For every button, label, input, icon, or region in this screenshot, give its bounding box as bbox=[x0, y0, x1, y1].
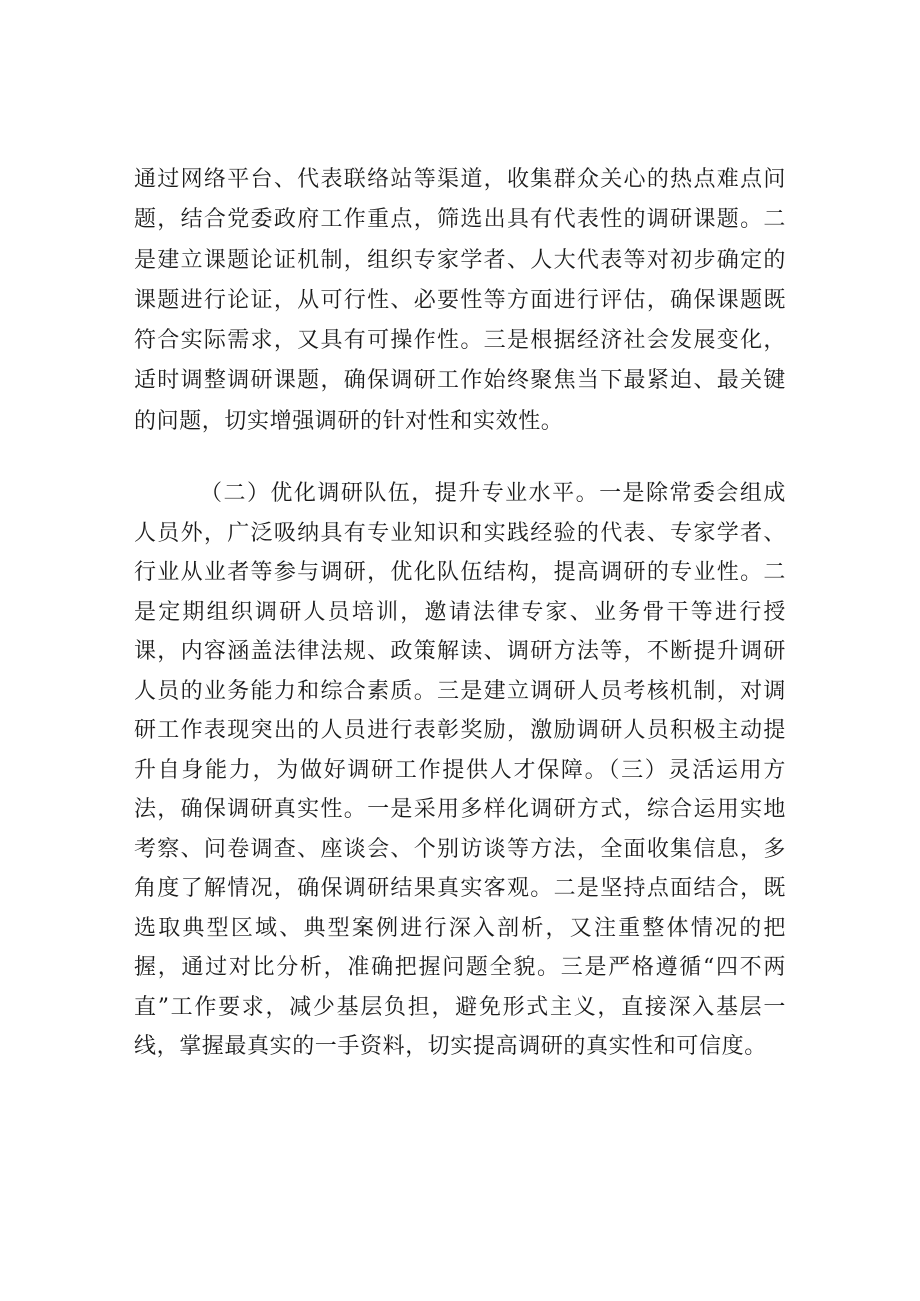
body-paragraph-1-container bbox=[134, 160, 786, 442]
body-paragraph-2-container bbox=[134, 474, 786, 1067]
body-paragraph-2: （二）优化调研队伍，提升专业水平。一是除常委会组成人员外，广泛吸纳具有专业知识和实践经验的代表、专家学者、行业从业者等参与调研，优化队伍结构，提高调研的专业性。二是定期组织调研人员培训，邀请法律专家、业务骨干等进行授课，内容涵盖法律法规、政策解读、调研方法等，不断提升调研人员的业务能力和综合素质。三是建立调研人员考核机制，对调研工作表现突出的人员进行表彰奖励，激励调研人员积极主动提升自身能力，为做好调研工作提供人才保障。（三）灵活运用方法，确保调研真实性。一是采用多样化调研方式，综合运用实地考察、问卷调查、座谈会、个别访谈等方法，全面收集信息，多角度了解情况，确保调研结果真实客观。二是坚持点面结合，既选取典型区域、典型案例进行深入剖析，又注重整体情况的把握，通过对比分析，准确把握问题全貌。三是严格遵循“四不两直”工作要求，减少基层负担，避免形式主义，直接深入基层一线，掌握最真实的一手资料，切实提高调研的真实性和可信度。 bbox=[134, 481, 786, 1059]
body-paragraph-1: 通过网络平台、代表联络站等渠道，收集群众关心的热点难点问题，结合党委政府工作重点，筛选出具有代表性的调研课题。二是建立课题论证机制，组织专家学者、人大代表等对初步确定的课题进行论证，从可行性、必要性等方面进行评估，确保课题既符合实际需求，又具有可操作性。三是根据经济社会发展变化，适时调整调研课题，确保调研工作始终聚焦当下最紧迫、最关键的问题，切实增强调研的针对性和实效性。 bbox=[134, 167, 786, 434]
